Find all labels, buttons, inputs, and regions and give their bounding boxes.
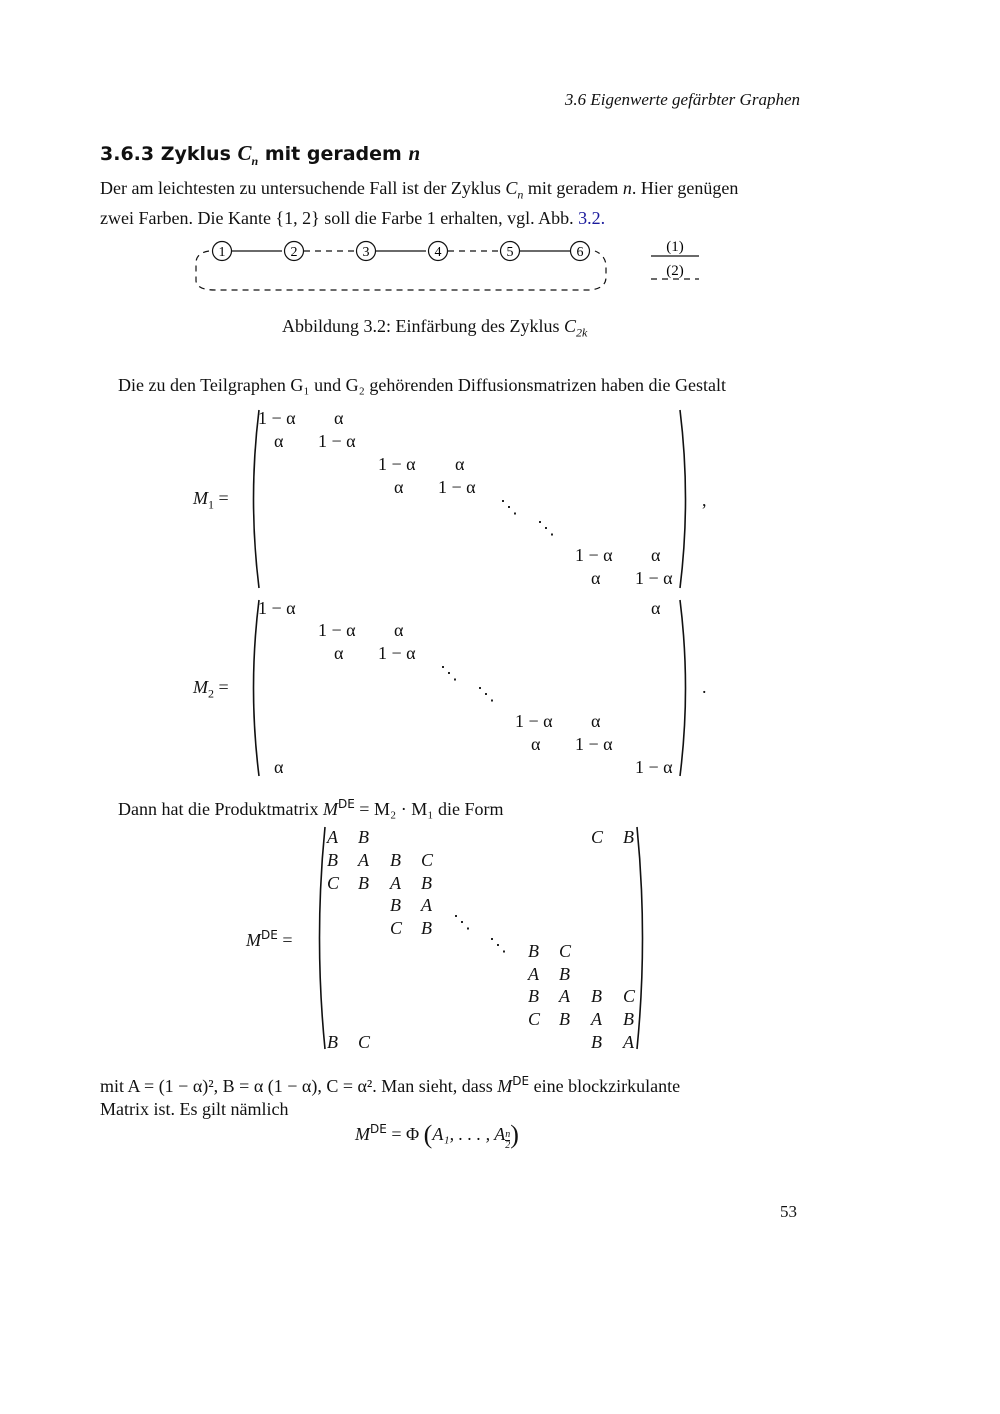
mde-cell: C	[327, 873, 340, 893]
m2-cell: α	[334, 643, 344, 663]
mde-cell: B	[559, 1009, 570, 1029]
legend-color-2: (2)	[666, 263, 684, 279]
m1-right-paren	[677, 408, 693, 590]
intro-line-1: Der am leichtesten zu untersuchende Fall ist der Zyklus $C_n$ mit geradem n. Hier genügen	[100, 178, 739, 202]
mde-left-paren	[312, 825, 328, 1051]
m2-right-paren	[677, 598, 693, 778]
m2-cell: ⋱	[440, 663, 458, 683]
blockcirculant-paragraph	[100, 1070, 900, 1121]
m1-cell: α	[591, 568, 601, 588]
m1-cell: α	[274, 431, 284, 451]
mde-label: MDE =	[246, 928, 293, 950]
mde-cell: C	[528, 1009, 541, 1029]
section-title-rest: mit geradem	[264, 143, 402, 165]
m1-cell: α	[394, 477, 404, 497]
node-2	[285, 242, 304, 261]
m2-cell: 1 − α	[258, 598, 296, 618]
mde-cell: C	[591, 827, 604, 847]
m1-cell: 1 − α	[378, 454, 416, 474]
mde-cell: B	[358, 827, 369, 847]
m1-cell: α	[651, 545, 661, 565]
running-head: 3.6 Eigenwerte gefärbter Graphen	[564, 90, 800, 109]
intro-paragraph	[100, 177, 900, 230]
node-4	[429, 242, 448, 261]
m2-cell: 1 − α	[515, 711, 553, 731]
m2-cell: α	[394, 620, 404, 640]
product-paragraph: Dann hat die Produktmatrix MDE = M₂ · M₁ die Form	[118, 797, 504, 819]
mde-cell: B	[591, 1032, 602, 1052]
m1-cell: ⋱	[537, 518, 555, 538]
svg-text:5: 5	[506, 245, 514, 260]
m2-cell: 1 − α	[378, 643, 416, 663]
m1-cell: 1 − α	[258, 408, 296, 428]
m2-cell: α	[531, 734, 541, 754]
m2-left-paren	[246, 598, 262, 778]
mde-cell: A	[358, 850, 369, 870]
m2-cell: α	[651, 598, 661, 618]
cycle-return-edge	[196, 251, 606, 290]
mde-cell: A	[623, 1032, 634, 1052]
mde-cell: B	[327, 850, 338, 870]
node-5	[501, 242, 520, 261]
section-title	[100, 141, 420, 169]
mde-cell: C	[390, 918, 403, 938]
mde-cell: ⋱	[489, 935, 507, 955]
final-equation: MDE = Φ (A₁, . . . , A $\frac{n}{2}$ )	[355, 1120, 519, 1151]
m2-cell: 1 − α	[318, 620, 356, 640]
legend-color-1: (1)	[666, 239, 684, 255]
mde-cell: A	[559, 986, 570, 1006]
page-number: 53	[780, 1202, 797, 1221]
m1-label: $M_1$ =	[193, 488, 229, 512]
node-1	[213, 242, 232, 261]
mde-cell: A	[528, 964, 539, 984]
node-3	[357, 242, 376, 261]
mde-cell: B	[327, 1032, 338, 1052]
m2-cell: 1 − α	[575, 734, 613, 754]
svg-text:4: 4	[434, 245, 442, 260]
m1-cell: 1 − α	[575, 545, 613, 565]
svg-text:1: 1	[218, 245, 226, 260]
section-title-text: Zyklus	[160, 143, 231, 165]
mde-cell: A	[591, 1009, 602, 1029]
mde-cell: ⋱	[453, 912, 471, 932]
m2-trailing-period: .	[702, 677, 707, 697]
mde-cell: B	[623, 1009, 634, 1029]
cycle-figure	[185, 235, 715, 297]
mde-cell: C	[623, 986, 636, 1006]
section-title-var: n	[408, 141, 421, 165]
section-number: 3.6.3	[100, 143, 155, 165]
svg-text:2: 2	[290, 245, 298, 260]
m2-cell: ⋱	[477, 684, 495, 704]
mde-cell: B	[591, 986, 602, 1006]
mde-cell: B	[390, 850, 401, 870]
intro-line-2: zwei Farben. Die Kante {1, 2} soll die Farbe 1 erhalten, vgl. Abb. 3.2.	[100, 207, 606, 228]
m1-cell: 1 − α	[438, 477, 476, 497]
mde-cell: C	[358, 1032, 371, 1052]
node-6	[571, 242, 590, 261]
m2-label: $M_2$ =	[193, 677, 229, 701]
mde-cell: A	[327, 827, 338, 847]
mde-cell: A	[390, 873, 401, 893]
m1-left-paren	[246, 408, 262, 590]
m2-cell: α	[274, 757, 284, 777]
mde-cell: B	[421, 873, 432, 893]
mde-cell: A	[421, 895, 432, 915]
mde-cell: B	[390, 895, 401, 915]
section-title-math: $C_n$	[237, 141, 259, 169]
para4-line-2: Matrix ist. Es gilt nämlich	[100, 1099, 289, 1119]
diffusion-paragraph: Die zu den Teilgraphen G₁ und G₂ gehörenden Diffusionsmatrizen haben die Gestalt	[118, 375, 726, 395]
mde-cell: B	[421, 918, 432, 938]
mde-cell: C	[421, 850, 434, 870]
mde-cell: C	[559, 941, 572, 961]
m1-cell: α	[455, 454, 465, 474]
svg-text:6: 6	[576, 245, 584, 260]
svg-text:3: 3	[362, 245, 370, 260]
m2-cell: 1 − α	[635, 757, 673, 777]
mde-cell: B	[528, 986, 539, 1006]
m1-trailing-comma: ,	[702, 490, 707, 510]
mde-cell: B	[623, 827, 634, 847]
m2-cell: α	[591, 711, 601, 731]
legend	[651, 239, 699, 279]
mde-cell: B	[528, 941, 539, 961]
para4-line-1: mit A = (1 − α)², B = α (1 − α), C = α². Man sieht, dass MDE eine blockzirkulante	[100, 1074, 681, 1096]
figure-caption: Abbildung 3.2: Einfärbung des Zyklus $C_{2k}$	[282, 316, 588, 340]
m1-cell: α	[334, 408, 344, 428]
figure-ref-link[interactable]: 3.2	[578, 207, 601, 228]
m1-cell: 1 − α	[318, 431, 356, 451]
mde-cell: B	[559, 964, 570, 984]
m1-cell: ⋱	[500, 497, 518, 517]
mde-cell: B	[358, 873, 369, 893]
mde-right-paren	[634, 825, 650, 1051]
m1-cell: 1 − α	[635, 568, 673, 588]
